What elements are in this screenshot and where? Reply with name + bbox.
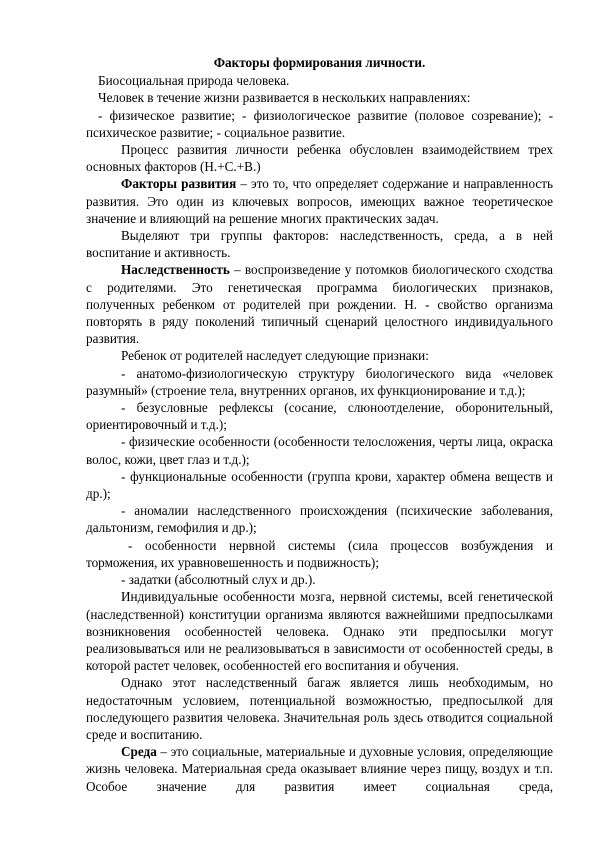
paragraph-directions-list: - физическое развитие; - физиологическое развитие (половое созревание); - психическое развитие; - социальное развитие. — [86, 107, 553, 140]
paragraph-individual-features: Индивидуальные особенности мозга, нервной системы, всей генетической (наследственной) конституции организма являются важнейшими предпосылками возникновения особенностей человека. Однако эти предпосылки могут реализовываться или не реализовываться в зависимости от особенностей среды, в которой растет человек, особенностей его воспитания и обучения. — [86, 589, 553, 674]
document-body — [86, 54, 553, 795]
list-item-inclinations: - задатки (абсолютный слух и др.). — [121, 572, 316, 588]
list-item-reflexes: - безусловные рефлексы (сосание, слюноотделение, оборонительный, ориентировочный и т.д.); — [86, 400, 553, 433]
definition-environment: – это социальные, материальные и духовные условия, определяющие жизнь человека. Материальная среда оказывает влияние через пищу, воздух и т.п. Особое значение для развития имеет социальная среда, — [86, 744, 553, 794]
paragraph-factors-definition — [86, 175, 553, 227]
paragraph-directions-intro: Человек в течение жизни развивается в нескольких направлениях: — [98, 90, 471, 106]
page-title: Факторы формирования личности. — [213, 55, 426, 70]
term-environment: Среда — [121, 744, 157, 760]
paragraph-factor-groups: Выделяют три группы факторов: наследственность, среда, а в ней воспитание и активность. — [86, 228, 553, 261]
paragraph-process: Процесс развития личности ребенка обусловлен взаимодействием трех основных факторов (Н.+С.+В.) — [86, 142, 553, 175]
paragraph-hereditary-baggage: Однако этот наследственный багаж является лишь необходимым, но недостаточным условием, потенциальной возможностью, предпосылкой для последующего развития человека. Значительная роль здесь отводится социальной среде и воспитанию. — [86, 675, 553, 742]
list-item-anomalies: - аномалии наследственного происхождения (психические заболевания, дальтонизм, гемофилия и др.); — [86, 503, 553, 536]
list-item-functional: - функциональные особенности (группа крови, характер обмена веществ и др.); — [86, 468, 553, 502]
definition-heredity: – воспроизведение у потомков биологического сходства с родителями. Это генетическая программа биологических признаков, полученных ребенком от родителей при рождении. Н. - свойство организма повторять в ряду поколений типичный сценарий целостного индивидуального развития. — [86, 262, 553, 347]
list-item-anatomy: - анатомо-физиологическую структуру биологического вида «человек разумный» (строение тела, внутренних органов, их функционирование и т.д.); — [86, 365, 553, 398]
paragraph-inherits-intro: Ребенок от родителей наследует следующие признаки: — [121, 348, 429, 364]
list-item-nervous-system: - особенности нервной системы (сила процессов возбуждения и торможения, их уравновешенность и подвижность); — [86, 537, 553, 570]
term-heredity: Наследственность — [121, 262, 230, 278]
paragraph-heredity-definition — [86, 261, 553, 347]
definition-factors: – это то, что определяет содержание и направленность развития. Это один из ключевых вопросов, имеющих важное теоретическое значение и влияющий на решение многих практических задач. — [86, 176, 553, 226]
list-item-physical: - физические особенности (особенности телосложения, черты лица, окраска волос, кожи, цвет глаз и т.д.); — [86, 434, 553, 467]
term-factors: Факторы развития — [121, 176, 237, 192]
paragraph-biosocial: Биосоциальная природа человека. — [98, 73, 290, 89]
paragraph-environment-definition — [86, 743, 553, 795]
